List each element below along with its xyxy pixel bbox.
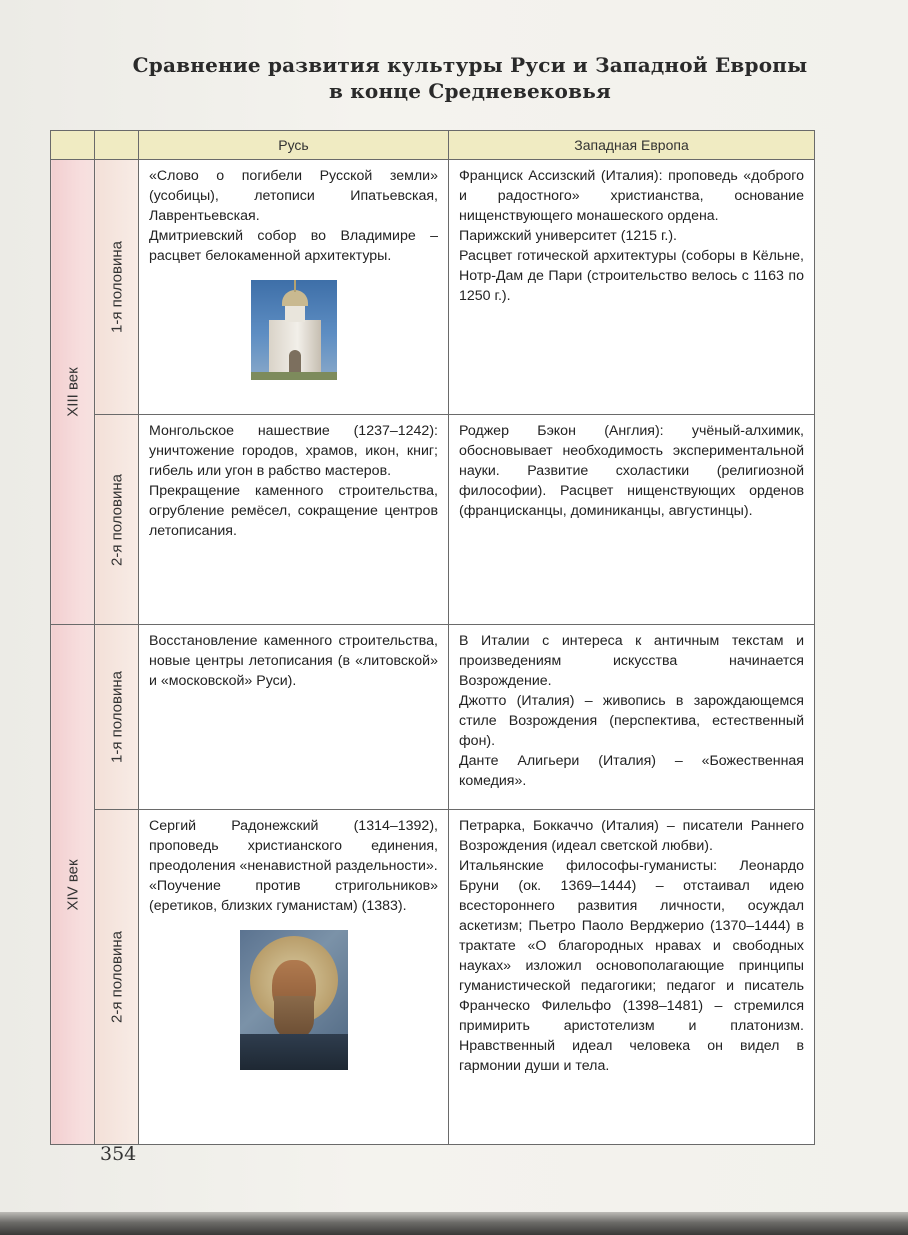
europe-text: Итальянские философы-гуманисты: Леонардо Бруни (ок. 1369–1444) – отстаивал идею всестороннего развития личности, осуждал аскетизм; Пьетро Паоло Верджерио (1370–1444) в трактате «О благородных нравах и свободных науках» изложил основополагающие принципы гуманистической педагогики; педагог и писатель Франческо Филельфо (1398–1481) – стремился примирить аристотелизм и платонизм. Нравственный идеал человека он видел в гармонии души и тела. — [459, 858, 804, 1074]
header-blank-cell — [51, 131, 95, 160]
europe-cell — [449, 160, 815, 415]
europe-text: В Италии с интереса к античным текстам и произведениям искусства начинается Возрождение. — [459, 633, 804, 689]
half-cell — [95, 810, 139, 1145]
century-label: XIII век — [64, 367, 81, 417]
sergius-radonezh-icon-image — [240, 930, 348, 1070]
europe-cell — [449, 810, 815, 1145]
europe-text: Петрарка, Боккаччо (Италия) – писатели Раннего Возрождения (идеал светской любви). — [459, 818, 804, 854]
rus-text: «Слово о погибели Русской земли» (усобицы), летописи Ипатьевская, Лаврентьевская. — [149, 168, 438, 224]
half-label: 1-я половина — [108, 671, 125, 763]
century-cell-13 — [51, 160, 95, 625]
rus-text: Восстановление каменного строительства, новые центры летописания (в «литовской» и «московской» Руси). — [149, 633, 438, 689]
table-row — [51, 415, 815, 625]
europe-text: Франциск Ассизский (Италия): проповедь «доброго и радостного» христианства, основание нищенствующего монашеского ордена. — [459, 168, 804, 224]
rus-cell — [139, 160, 449, 415]
header-rus: Русь — [139, 131, 449, 160]
europe-text: Расцвет готической архитектуры (соборы в Кёльне, Нотр-Дам де Пари (строительство велось с 1163 по 1250 г.). — [459, 248, 804, 304]
half-label: 2-я половина — [108, 473, 125, 566]
rus-text: Сергий Радонежский (1314–1392), проповедь христианского единения, преодоления «ненавистной раздельности». — [149, 818, 438, 874]
title-line-2: в конце Средневековья — [329, 79, 611, 103]
rus-cell — [139, 415, 449, 625]
comparison-table — [50, 130, 815, 1145]
rus-text: Монгольское нашествие (1237–1242): уничтожение городов, храмов, икон, книг; гибель или угон в рабство мастеров. — [149, 423, 438, 479]
table-row — [51, 810, 815, 1145]
europe-text: Джотто (Италия) – живопись в зарождающемся стиле Возрождения (перспектива, естественный фон). — [459, 693, 804, 749]
church-image-wrap — [149, 280, 438, 386]
europe-cell — [449, 625, 815, 810]
sergius-icon-wrap — [149, 930, 438, 1076]
half-cell — [95, 415, 139, 625]
rus-text: Дмитриевский собор во Владимире – расцвет белокаменной архитектуры. — [149, 228, 438, 264]
europe-cell — [449, 415, 815, 625]
half-cell — [95, 160, 139, 415]
table-row — [51, 625, 815, 810]
half-label: 1-я половина — [108, 241, 125, 333]
half-cell — [95, 625, 139, 810]
table-header-row — [51, 131, 815, 160]
header-europe: Западная Европа — [449, 131, 815, 160]
europe-text: Роджер Бэкон (Англия): учёный-алхимик, обосновывает необходимость экспериментальной науки. Развитие схоластики (религиозной философии). Расцвет нищенствующих орденов (францисканцы, доминиканцы, августинцы). — [459, 423, 804, 519]
rus-text: Прекращение каменного строительства, огрубление ремёсел, сокращение центров летописания. — [149, 483, 438, 539]
rus-text: «Поучение против стригольников» (еретиков, близких гуманистам) (1383). — [149, 878, 438, 914]
europe-text: Данте Алигьери (Италия) – «Божественная комедия». — [459, 753, 804, 789]
header-blank-cell — [95, 131, 139, 160]
title-line-1: Сравнение развития культуры Руси и Западной Европы — [132, 53, 808, 77]
century-cell-14 — [51, 625, 95, 1145]
century-label: XIV век — [64, 858, 81, 911]
page-title — [60, 52, 880, 104]
table-row — [51, 160, 815, 415]
rus-cell — [139, 810, 449, 1145]
scan-bottom-edge — [0, 1212, 908, 1235]
europe-text: Парижский университет (1215 г.). — [459, 228, 677, 244]
half-label: 2-я половина — [108, 931, 125, 1023]
rus-cell — [139, 625, 449, 810]
dmitrievsky-cathedral-image — [251, 280, 337, 380]
page-number: 354 — [100, 1143, 137, 1165]
